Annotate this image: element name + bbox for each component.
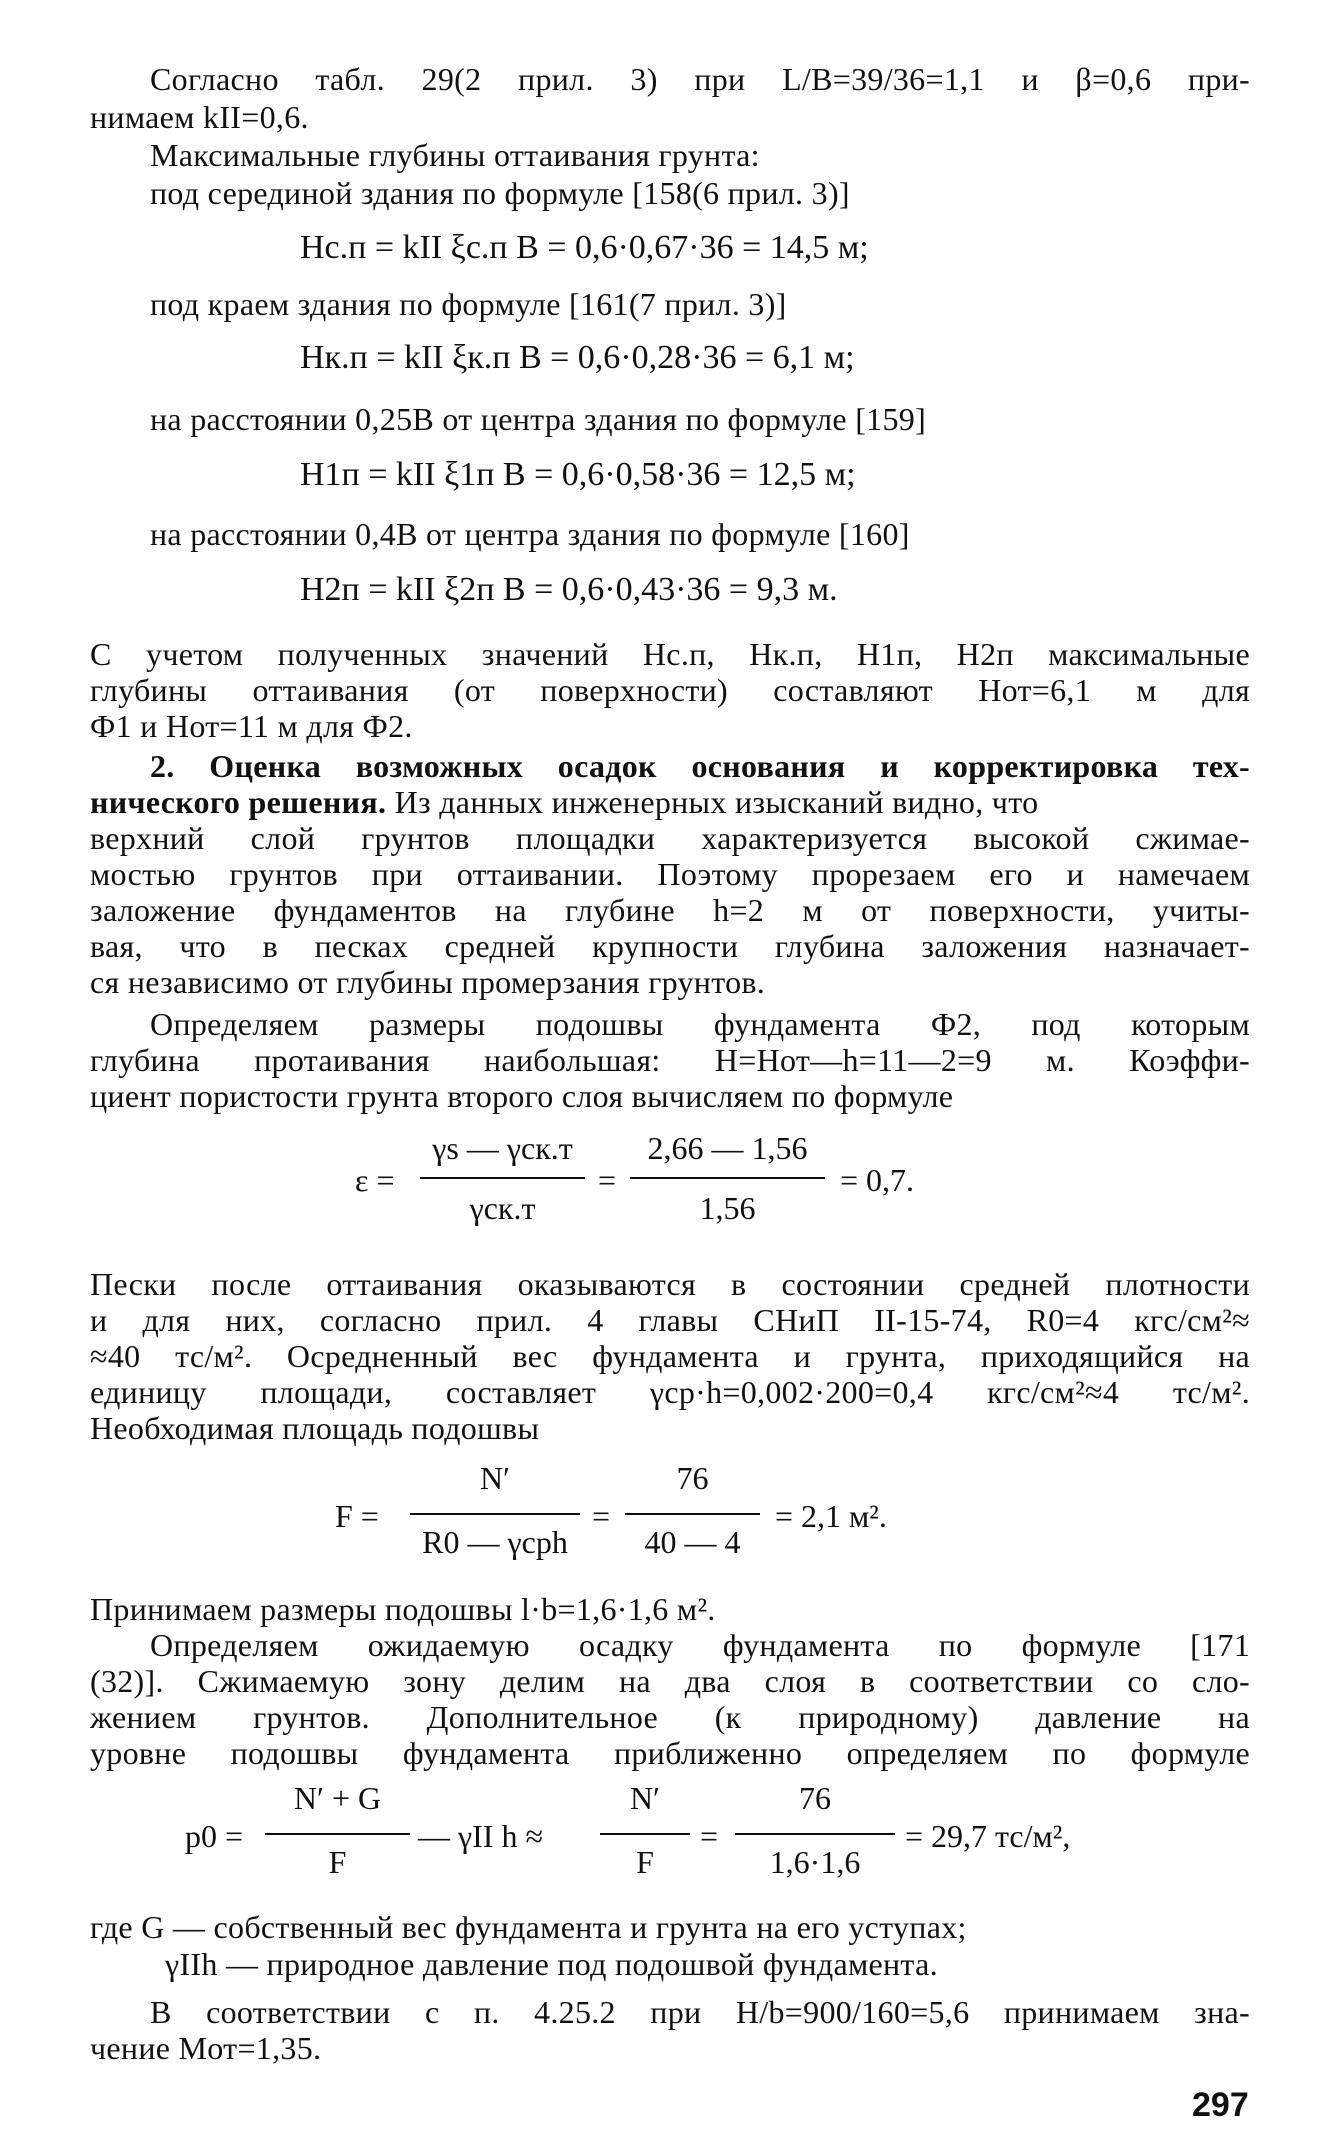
formula-h-sp: Hс.п = kII ξс.п B = 0,6·0,67·36 = 14,5 м; — [300, 229, 869, 266]
eq-F-den2: 40 — 4 — [644, 1524, 741, 1560]
fraction-bar — [265, 1833, 410, 1835]
fraction-bar — [735, 1833, 895, 1835]
eq-F-lhs: F = — [335, 1498, 379, 1534]
eq-F-num2: 76 — [676, 1460, 709, 1496]
eq-F-den1: R0 — γсрh — [422, 1524, 568, 1560]
eq-p0-lhs: p0 = — [185, 1818, 244, 1854]
eq-p0-num2: N′ — [629, 1780, 661, 1816]
text-line: Ф1 и Hот=11 м для Ф2. — [90, 708, 413, 744]
text-span: Из данных инженерных изысканий видно, что — [386, 784, 1039, 820]
eq-eps-eq: = — [598, 1162, 617, 1198]
text-line: γIIh — природное давление под подошвой фундамента. — [165, 1946, 938, 1982]
eq-p0-num3: 76 — [799, 1780, 831, 1816]
text-line: Принимаем размеры подошвы l·b=1,6·1,6 м². — [90, 1591, 716, 1627]
text-line: Пески после оттаивания оказываются в состоянии средней плотности — [90, 1266, 1250, 1302]
eq-eps-lhs: ε = — [355, 1162, 395, 1198]
eq-eps-num2: 2,66 — 1,56 — [647, 1130, 808, 1166]
text-line: Согласно табл. 29(2 прил. 3) при L/B=39/36=1,1 и β=0,6 при- — [150, 61, 1250, 97]
fraction-bar — [410, 1513, 580, 1515]
eq-p0-eq: = — [700, 1818, 719, 1854]
text-line: где G — собственный вес фундамента и грунта на его уступах; — [90, 1909, 967, 1945]
text-line: под краем здания по формуле [161(7 прил. 3)] — [150, 286, 787, 322]
section-heading: 2. Оценка возможных осадок основания и корректировка тех- — [150, 748, 1250, 784]
text-line: Определяем размеры подошвы фундамента Ф2, под которым — [150, 1006, 1250, 1042]
formula-h-2p: H2п = kII ξ2п B = 0,6·0,43·36 = 9,3 м. — [300, 571, 838, 608]
eq-F-eq: = — [592, 1498, 611, 1534]
text-line: заложение фундаментов на глубине h=2 м от поверхности, учиты- — [90, 892, 1250, 928]
eq-F-result: = 2,1 м². — [775, 1498, 887, 1534]
text-line: нимаем kII=0,6. — [90, 99, 309, 135]
eq-eps-num1: γs — γск.т — [432, 1130, 573, 1166]
eq-p0-num1: N′ + G — [293, 1780, 382, 1816]
text-line: единицу площади, составляет γср·h=0,002·200=0,4 кгс/см²≈4 тс/м². — [90, 1374, 1250, 1410]
section-heading-end: нического решения. — [90, 784, 387, 820]
eq-F-num1: N′ — [479, 1460, 511, 1496]
text-line: Определяем ожидаемую осадку фундамента по формуле [171 — [150, 1627, 1250, 1663]
text-line: Необходимая площадь подошвы — [90, 1410, 540, 1446]
text-line: В соответствии с п. 4.25.2 при H/b=900/160=5,6 принимаем зна- — [150, 1994, 1250, 2030]
text-line: (32)]. Сжимаемую зону делим на два слоя в соответствии со сло- — [90, 1663, 1250, 1699]
formula-h-1p: H1п = kII ξ1п B = 0,6·0,58·36 = 12,5 м; — [300, 456, 856, 493]
text-line: циент пористости грунта второго слоя вычисляем по формуле — [90, 1078, 954, 1114]
fraction-bar — [600, 1833, 690, 1835]
text-line: уровне подошвы фундамента приближенно определяем по формуле — [90, 1735, 1250, 1771]
page-number: 297 — [1192, 2086, 1249, 2124]
formula-h-kp: Hк.п = kII ξк.п B = 0,6·0,28·36 = 6,1 м; — [300, 339, 855, 376]
eq-eps-result: = 0,7. — [840, 1162, 915, 1198]
eq-eps-den2: 1,56 — [699, 1190, 756, 1226]
text-line: ≈40 тс/м². Осредненный вес фундамента и грунта, приходящийся на — [90, 1338, 1250, 1374]
eq-p0-den2: F — [636, 1844, 654, 1880]
eq-p0-den1: F — [328, 1844, 347, 1880]
text-line: чение Mот=1,35. — [90, 2030, 322, 2066]
text-line: Максимальные глубины оттаивания грунта: — [150, 137, 760, 173]
text-line: ся независимо от глубины промерзания грунтов. — [90, 964, 766, 1000]
text-line: мостью грунтов при оттаивании. Поэтому прорезаем его и намечаем — [90, 856, 1250, 892]
text-line: глубины оттаивания (от поверхности) составляют Hот=6,1 м для — [90, 672, 1250, 708]
eq-eps-den1: γск.т — [469, 1190, 536, 1226]
text-line: под серединой здания по формуле [158(6 прил. 3)] — [150, 175, 850, 211]
text-line: вая, что в песках средней крупности глубина заложения назначает- — [90, 928, 1250, 964]
text-line: жением грунтов. Дополнительное (к природному) давление на — [90, 1699, 1250, 1735]
section-heading-cont — [90, 783, 1250, 821]
text-line: верхний слой грунтов площадки характеризуется высокой сжимае- — [90, 820, 1250, 856]
fraction-bar — [630, 1177, 825, 1179]
text-line: и для них, согласно прил. 4 главы СНиП II-15-74, R0=4 кгс/см²≈ — [90, 1302, 1250, 1338]
fraction-bar — [625, 1513, 760, 1515]
text-line: на расстоянии 0,25B от центра здания по формуле [159] — [150, 401, 927, 437]
text-line: глубина протаивания наибольшая: H=Hот—h=11—2=9 м. Коэффи- — [90, 1042, 1250, 1078]
text-line: на расстоянии 0,4B от центра здания по формуле [160] — [150, 516, 910, 552]
eq-p0-den3: 1,6·1,6 — [769, 1844, 861, 1880]
eq-p0-result: = 29,7 тс/м², — [905, 1818, 1071, 1854]
text-line: С учетом полученных значений Hс.п, Hк.п, H1п, H2п максимальные — [90, 636, 1250, 672]
fraction-bar — [420, 1177, 585, 1179]
eq-p0-mid: — γII h ≈ — [418, 1818, 544, 1854]
